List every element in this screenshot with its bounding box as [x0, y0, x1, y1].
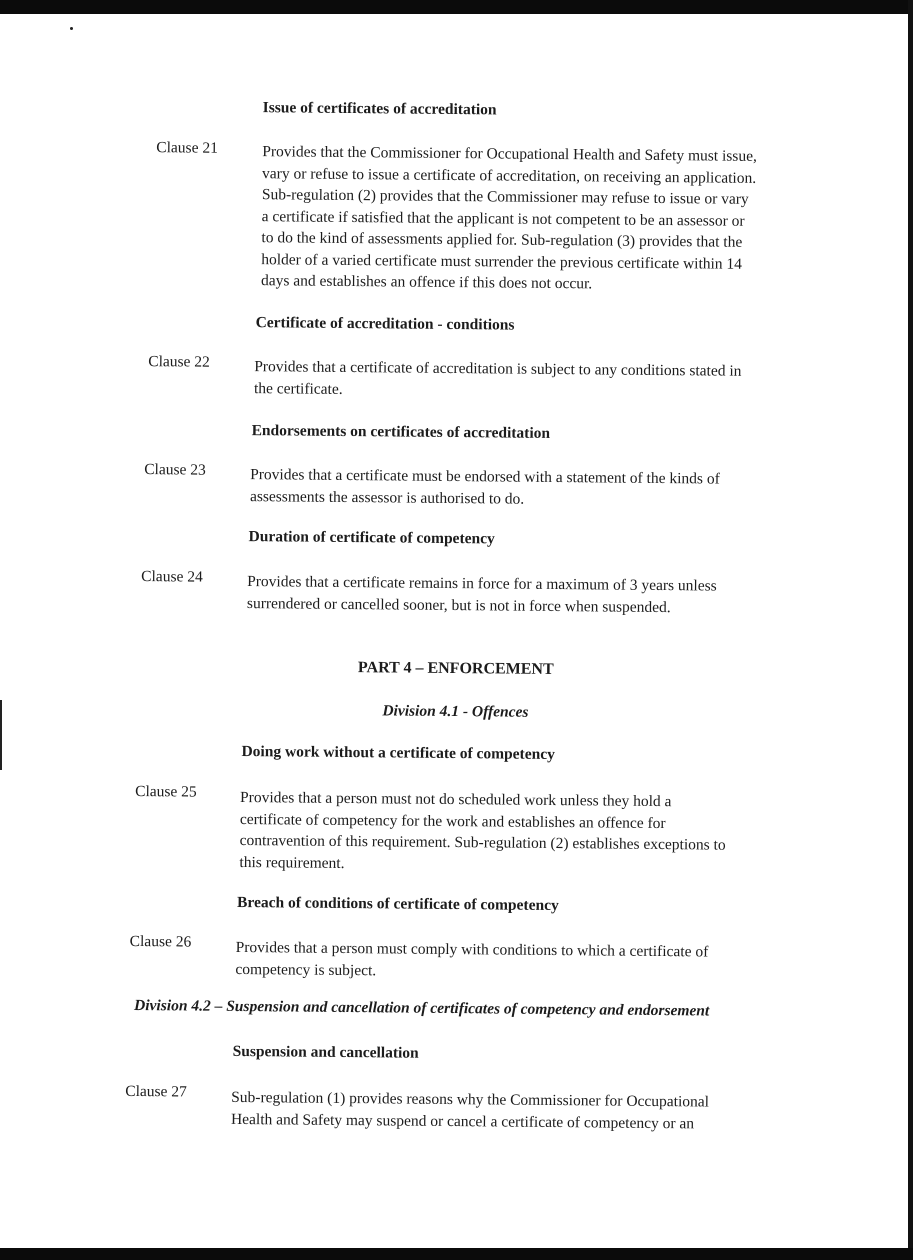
clause-line: Provides that the Commissioner for Occupational Health and Safety must issue,	[262, 143, 757, 165]
clause-line: a certificate if satisfied that the applicant is not competent to be an assessor or	[261, 207, 745, 230]
clause-line: holder of a varied certificate must surrender the previous certificate within 14	[261, 250, 743, 273]
section-heading: Certificate of accreditation - conditions	[255, 314, 515, 334]
clause-label: Clause 23	[144, 461, 206, 479]
clause-line: Sub-regulation (2) provides that the Commissioner may refuse to issue or vary	[261, 186, 749, 208]
clause-body	[247, 571, 717, 619]
clause-line: assessments the assessor is authorised to do.	[249, 487, 525, 508]
clause-label: Clause 21	[156, 139, 218, 157]
clause-label: Clause 25	[135, 782, 197, 801]
clause-line: competency is subject.	[235, 960, 377, 979]
clause-label: Clause 26	[129, 932, 192, 951]
division-title: Division 4.2 – Suspension and cancellation of certificates of competency and endorsement	[134, 996, 710, 1020]
clause-line: days and establishes an offence if this does not occur.	[260, 272, 593, 293]
clause-line: to do the kind of assessments applied for. Sub-regulation (3) provides that the	[261, 229, 743, 251]
section-heading: Breach of conditions of certificate of competency	[237, 893, 559, 915]
section-heading: Endorsements on certificates of accreditation	[251, 422, 551, 442]
clause-body	[254, 356, 742, 404]
clause-line: Provides that a certificate must be endorsed with a statement of the kinds of	[250, 466, 720, 488]
division-title: Division 4.1 - Offences	[382, 702, 529, 721]
clause-body	[250, 464, 720, 512]
clause-line: Provides that a certificate of accreditation is subject to any conditions stated in	[254, 358, 742, 380]
clause-line: this requirement.	[239, 853, 345, 872]
clause-label: Clause 27	[125, 1082, 187, 1101]
section-heading: Doing work without a certificate of competency	[241, 743, 555, 764]
clause-line: Health and Safety may suspend or cancel a certificate of competency or an	[230, 1110, 695, 1132]
clause-label: Clause 24	[141, 568, 203, 586]
part-title: PART 4 – ENFORCEMENT	[357, 659, 554, 678]
clause-line: Sub-regulation (1) provides reasons why the Commissioner for Occupational	[231, 1088, 710, 1111]
clause-line: certificate of competency for the work and establishes an offence for	[239, 810, 666, 832]
clause-label: Clause 22	[148, 353, 210, 371]
clause-body	[235, 937, 708, 985]
clause-line: Provides that a certificate remains in force for a maximum of 3 years unless	[247, 573, 717, 595]
clause-body	[239, 787, 726, 878]
clause-line: vary or refuse to issue a certificate of accreditation, on receiving an application.	[262, 164, 757, 187]
section-heading: Duration of certificate of competency	[248, 528, 495, 548]
clause-line: contravention of this requirement. Sub-regulation (2) establishes exceptions to	[239, 831, 726, 854]
clause-line: the certificate.	[253, 379, 343, 398]
clause-line: Provides that a person must not do scheduled work unless they hold a	[240, 788, 672, 811]
section-heading: Issue of certificates of accreditation	[262, 99, 497, 119]
clause-body	[261, 141, 757, 296]
clause-body	[231, 1087, 709, 1135]
clause-line: Provides that a person must comply with conditions to which a certificate of	[235, 938, 709, 961]
clause-line: surrendered or cancelled sooner, but is not in force when suspended.	[246, 594, 671, 616]
section-heading: Suspension and cancellation	[232, 1042, 419, 1062]
